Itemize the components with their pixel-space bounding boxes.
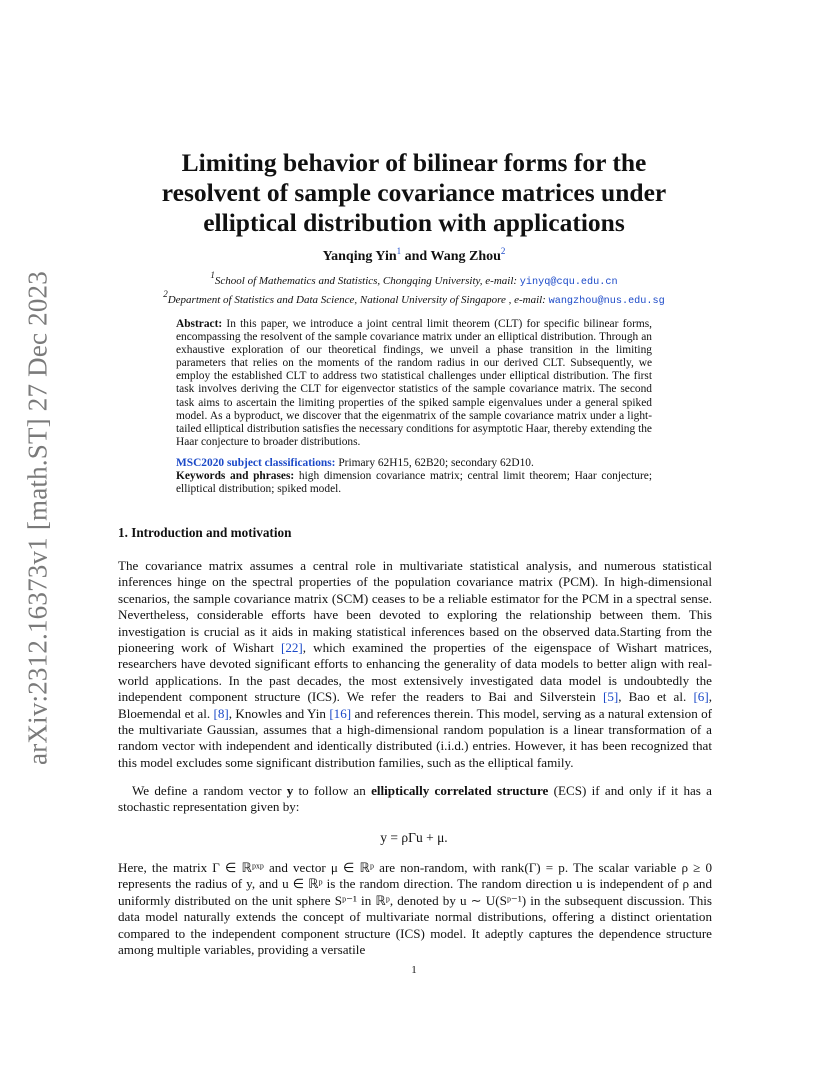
citation-link-16[interactable]: [16] <box>329 705 352 721</box>
section-heading: 1. Introduction and motivation <box>118 525 292 540</box>
intro-p2-text-a: We define a random vector <box>132 783 287 798</box>
author-list <box>0 246 828 265</box>
author-1-affil-link[interactable]: 1 <box>396 246 402 256</box>
intro-p1-text-b: , which examined the properties of the eigenspace of Wishart matrices, researchers have devoted significant efforts to enhancing the generality of data models to better align with real-world applications. In the past decades, the most extensively investigated data model is undoubtedly the independent component structure (ICS). We refer the readers to Bai and Silverstein <box>118 640 713 705</box>
abstract-text: In this paper, we introduce a joint central limit theorem (CLT) for specific bilinear forms, encompassing the resolvent of the sample covariance matrix under an elliptical distribution. Through an exhaustive exploration of our theoretical findings, we unveil a phase transition in the limiting parameters that relies on the moments of the random radius in our derived CLT. Subsequently, we employ the established CLT to address two statistical challenges under elliptical distribution. The first task involves deriving the CLT for eigenvector statistics of the sample covariance matrix. The second task aims to ascertain the limiting properties of the spiked sample eigenvalues under a general spiked model. As a byproduct, we discover that the eigenmatrix of the sample covariance matrix under a light-tailed elliptical distribution satisfies the necessary conditions for asymptotic Haar, thereby extending the Haar conjecture to broader distributions. <box>176 318 652 448</box>
intro-p1-text-f: and references therein. This model, serving as a natural extension of the multivariate Gaussian, assumes that a high-dimensional random population is a linear transformation of a random vector with independent and identically distributed (i.i.d.) entries. However, it has been recognized that this model excludes some significant distribution families, such as the elliptical family. <box>118 705 712 770</box>
intro-paragraph-3: Here, the matrix Γ ∈ ℝᵖˣᵖ and vector μ ∈ ℝᵖ are non-random, with rank(Γ) = p. The scalar variable ρ ≥ 0 represents the radius of y, and u ∈ ℝᵖ is the random direction. The random direction u is independent of ρ and uniformly distributed on the unit sphere Sᵖ⁻¹ in ℝᵖ, denoted by u ∼ U(Sᵖ⁻¹) in the subsequent discussion. This data model naturally extends the concept of multivariate normal distributions, offering a distinct orientation compared to the independent component structure (ICS) model. It adeptly captures the dependence structure among multiple variables, providing a versatile <box>118 860 712 958</box>
vector-y-symbol: y <box>286 783 294 798</box>
abstract-label: Abstract: <box>176 318 223 330</box>
affiliation-1-text: School of Mathematics and Statistics, Chongqing University, e-mail: <box>214 275 520 287</box>
author-1: Yanqing Yin <box>322 249 397 264</box>
page-number: 1 <box>411 964 417 976</box>
intro-paragraph-2 <box>118 783 712 816</box>
paper-title <box>100 148 728 238</box>
intro-p1-text-d: , Bloemendal et al. <box>118 689 712 721</box>
author-2-affil-link[interactable]: 2 <box>500 246 506 256</box>
affiliation-2 <box>0 289 828 307</box>
arxiv-id-text: arXiv:2312.16373v1 [math.ST] 27 Dec 2023 <box>22 271 53 765</box>
citation-link-5[interactable]: [5] <box>602 689 619 705</box>
citation-link-6[interactable]: [6] <box>693 689 709 705</box>
title-line-1: Limiting behavior of bilinear forms for the <box>181 148 647 177</box>
author-2: Wang Zhou <box>430 249 501 264</box>
affiliation-1-email[interactable]: yinyq@cqu.edu.cn <box>519 277 618 288</box>
citation-link-8[interactable]: [8] <box>213 705 229 721</box>
affiliation-2-marker: 2 <box>163 289 168 299</box>
title-line-3: elliptical distribution with applications <box>203 208 625 237</box>
arxiv-sidebar-stamp <box>18 258 58 778</box>
msc-label-link[interactable]: MSC2020 subject classifications: <box>176 457 336 469</box>
intro-p2-text-b: to follow an <box>293 783 372 798</box>
intro-p1-text-c: , Bao et al. <box>618 689 694 705</box>
affiliation-1 <box>0 270 828 288</box>
intro-p2-text-c: (ECS) if and only if it has a stochastic representation given by: <box>118 783 712 815</box>
title-line-2: resolvent of sample covariance matrices under <box>161 178 667 207</box>
ecs-term: elliptically correlated structure <box>371 783 549 798</box>
intro-p1-text-a: The covariance matrix assumes a central role in multivariate statistical analysis, and numerous statistical inferences hinge on the spectral properties of the population covariance matrix (PCM). In high-dimensional scenarios, the sample covariance matrix (SCM) ceases to be a reliable estimator for the PCM in a spectral sense. Nevertheless, considerable efforts have been devoted to exploring the relationship between them. This investigation is crucial as it aids in making statistical inferences based on the observed data.Starting from the pioneering work of Wishart <box>118 558 712 656</box>
affiliation-2-email[interactable]: wangzhou@nus.edu.sg <box>548 296 665 307</box>
abstract-block <box>176 318 652 449</box>
keywords-label: Keywords and phrases: <box>176 470 295 482</box>
intro-paragraph-1 <box>118 558 712 771</box>
author-and: and <box>401 249 431 264</box>
intro-p1-text-e: , Knowles and Yin <box>228 705 330 721</box>
affiliation-2-text: Department of Statistics and Data Science, National University of Singapore , e-mail: <box>167 294 549 306</box>
equation-ecs: y = ρΓu + μ. <box>380 830 448 845</box>
keywords-block <box>176 470 652 496</box>
msc-text: Primary 62H15, 62B20; secondary 62D10. <box>335 457 534 469</box>
citation-link-22[interactable]: [22] <box>280 640 303 656</box>
msc-classifications <box>176 457 652 470</box>
affiliation-1-marker: 1 <box>210 270 215 280</box>
keywords-text: high dimension covariance matrix; central limit theorem; Haar conjecture; elliptical distribution; spiked model. <box>176 470 652 496</box>
